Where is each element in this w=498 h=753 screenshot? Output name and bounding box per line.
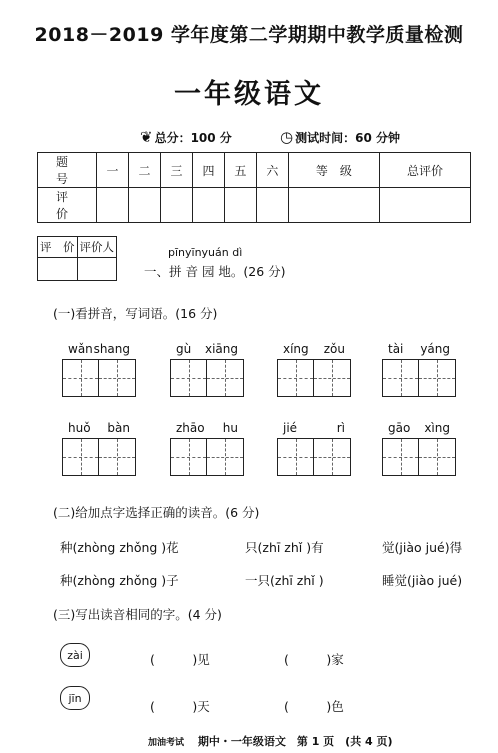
score-header-cell: 一	[97, 153, 129, 188]
writing-cell[interactable]	[419, 439, 455, 475]
section1-pinyin: pīnyīnyuán dì	[168, 246, 243, 259]
q2-item[interactable]: 种(zhòng zhǒng )子	[60, 573, 179, 588]
q2-item[interactable]: 觉(jiào jué)得	[382, 540, 463, 555]
evaluator-cell[interactable]	[77, 258, 117, 281]
score-eval-row	[38, 188, 471, 223]
slogan-logo: 加油考试	[148, 738, 185, 748]
pinyin-syllable: gāo	[388, 421, 411, 435]
pinyin-bubble: zài	[60, 643, 90, 667]
score-cell[interactable]	[288, 188, 379, 223]
word-grid	[382, 342, 456, 397]
writing-cell[interactable]	[99, 360, 135, 396]
pinyin-bubble: jīn	[60, 686, 90, 710]
score-header-cell: 等 级	[288, 153, 379, 188]
q2-item[interactable]: 只(zhī zhǐ )有	[245, 540, 324, 555]
score-cell[interactable]	[128, 188, 160, 223]
word-grid	[277, 421, 351, 476]
writing-cell[interactable]	[383, 439, 419, 475]
page-footer	[148, 733, 393, 749]
q1-label: (一)看拼音，写词语。(16 分)	[53, 306, 218, 321]
word-grid	[62, 342, 136, 397]
writing-cell[interactable]	[99, 439, 135, 475]
eval-label: 评 价	[38, 237, 78, 258]
total-score: 总分：100 分	[154, 131, 232, 145]
writing-cell[interactable]	[207, 439, 243, 475]
writing-cell[interactable]	[383, 360, 419, 396]
writing-cell[interactable]	[171, 439, 207, 475]
score-header-cell: 六	[256, 153, 288, 188]
q2-item[interactable]: 睡觉(jiào jué)	[382, 573, 463, 588]
pinyin-syllable: rì	[336, 421, 345, 435]
word-grid	[170, 342, 244, 397]
q3-blank[interactable]: ( )见	[150, 652, 210, 667]
writing-cell[interactable]	[63, 360, 99, 396]
writing-cell[interactable]	[278, 360, 314, 396]
score-eval-label: 评 价	[38, 188, 97, 223]
word-grid	[170, 421, 244, 476]
leaf-icon: ❦	[140, 128, 153, 146]
score-header-cell: 四	[192, 153, 224, 188]
page-number: 期中・一年级语文 第 1 页 (共 4 页)	[197, 735, 393, 748]
section1-title: 一、拼 音 园 地。(26 分)	[144, 264, 286, 279]
score-header-cell: 总评价	[379, 153, 470, 188]
score-table	[37, 152, 471, 223]
score-cell[interactable]	[97, 188, 129, 223]
word-grid	[277, 342, 351, 397]
writing-cell[interactable]	[419, 360, 455, 396]
score-cell[interactable]	[256, 188, 288, 223]
pinyin-syllable: xíng	[283, 342, 309, 356]
score-cell[interactable]	[379, 188, 470, 223]
evaluator-label: 评价人	[77, 237, 117, 258]
clock-icon: ◷	[280, 128, 294, 146]
q2-item[interactable]: 一只(zhī zhǐ )	[245, 573, 324, 588]
q3-blank[interactable]: ( )家	[284, 652, 344, 667]
word-grid	[382, 421, 456, 476]
score-header-cell: 题 号	[38, 153, 97, 188]
score-cell[interactable]	[224, 188, 256, 223]
pinyin-syllable: yáng	[420, 342, 450, 356]
pinyin-syllable: zǒu	[323, 342, 345, 356]
score-header-cell: 五	[224, 153, 256, 188]
score-header-cell: 二	[128, 153, 160, 188]
writing-cell[interactable]	[63, 439, 99, 475]
writing-cell[interactable]	[278, 439, 314, 475]
pinyin-syllable: tài	[388, 342, 404, 356]
pinyin-syllable: bàn	[107, 421, 130, 435]
pinyin-syllable: xìng	[424, 421, 450, 435]
pinyin-syllable: huǒ	[68, 421, 91, 435]
score-header-row	[38, 153, 471, 188]
writing-cell[interactable]	[314, 360, 350, 396]
section-eval-box	[37, 236, 117, 281]
pinyin-syllable: hu	[222, 421, 238, 435]
eval-cell[interactable]	[38, 258, 78, 281]
exam-title: 2018－2019 学年度第二学期期中教学质量检测	[34, 24, 464, 46]
word-grid	[62, 421, 136, 476]
pinyin-syllable: xiāng	[204, 342, 238, 356]
q3-blank[interactable]: ( )色	[284, 699, 344, 714]
q3-blank[interactable]: ( )天	[150, 699, 210, 714]
q2-item[interactable]: 种(zhòng zhǒng )花	[60, 540, 179, 555]
pinyin-syllable: gù	[176, 342, 192, 356]
pinyin-syllable: wǎn	[68, 342, 93, 356]
writing-cell[interactable]	[314, 439, 350, 475]
subject-title: 一年级语文	[174, 79, 324, 110]
score-header-cell: 三	[160, 153, 192, 188]
exam-meta	[140, 128, 444, 146]
score-cell[interactable]	[160, 188, 192, 223]
q2-label: (二)给加点字选择正确的读音。(6 分)	[53, 505, 260, 520]
pinyin-syllable: shang	[93, 342, 130, 356]
score-cell[interactable]	[192, 188, 224, 223]
q3-label: (三)写出读音相同的字。(4 分)	[53, 607, 222, 622]
writing-cell[interactable]	[171, 360, 207, 396]
writing-cell[interactable]	[207, 360, 243, 396]
pinyin-syllable: zhāo	[176, 421, 205, 435]
test-time: 测试时间：60 分钟	[295, 131, 400, 145]
pinyin-syllable: jié	[283, 421, 298, 435]
